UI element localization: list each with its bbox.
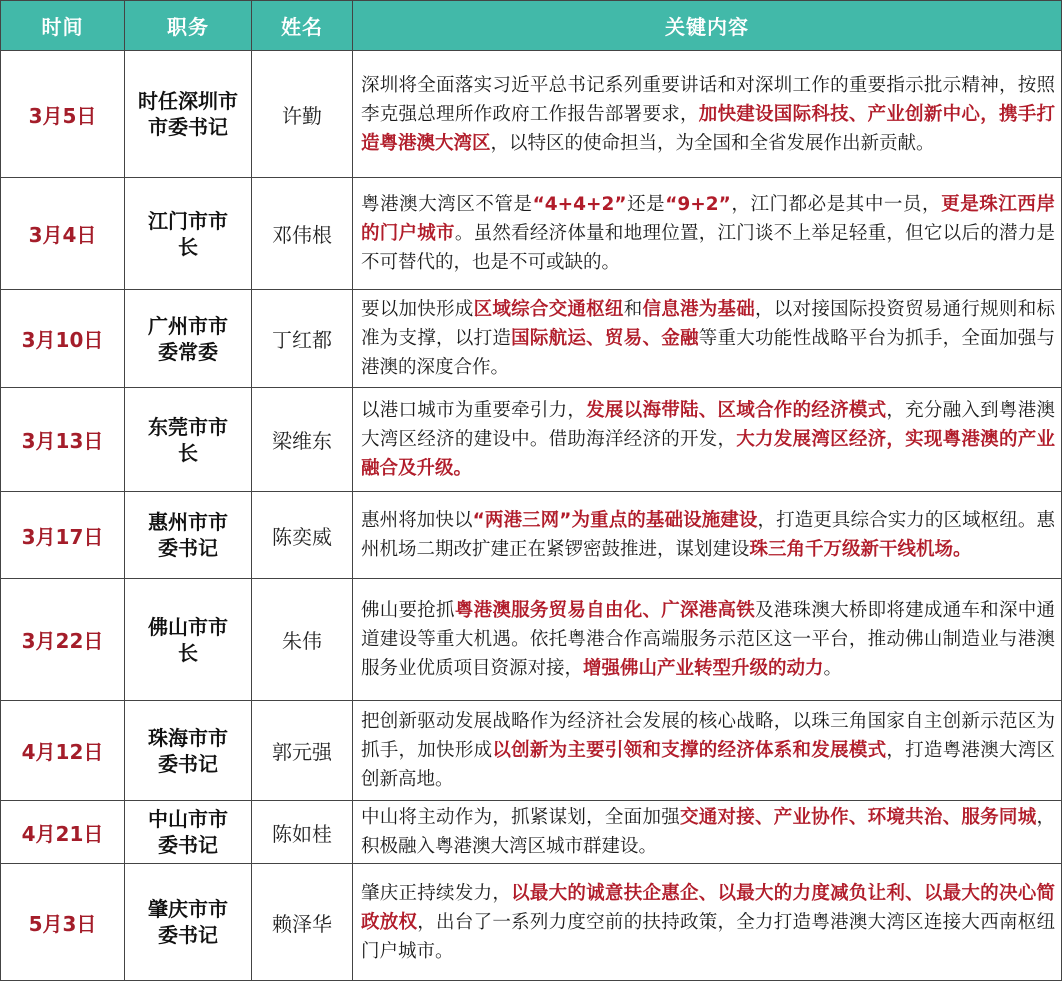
highlight-text: 以最大的诚意扶企惠企、以最大的力度减负让利、以最大的决心简政放权 bbox=[361, 882, 1055, 933]
name-cell: 邓伟根 bbox=[252, 178, 353, 290]
body-text: ，以对接国际投资贸易通行规则和标准为支撑，以打造 bbox=[361, 299, 1055, 349]
highlight-text: 加快建设国际科技、产业创新中心，携手打造粤港澳大湾区 bbox=[361, 103, 1055, 154]
position-cell: 江门市市长 bbox=[125, 178, 252, 290]
position-cell: 珠海市市委书记 bbox=[125, 701, 252, 801]
name-cell: 丁红都 bbox=[252, 290, 353, 388]
highlight-text: 大力发展湾区经济，实现粤港澳的产业融合及升级。 bbox=[361, 429, 1055, 479]
table-row bbox=[1, 701, 1062, 801]
date-cell: 3月17日 bbox=[1, 492, 125, 579]
table-row bbox=[1, 178, 1062, 290]
content-cell bbox=[353, 290, 1062, 388]
content-cell bbox=[353, 801, 1062, 864]
highlight-text: 以创新为主要引领和支撑的经济体系和发展模式 bbox=[492, 740, 887, 761]
body-text: 。虽然看经济体量和地理位置，江门谈不上举足轻重，但它以后的潜力是不可替代的，也是不可或缺的。 bbox=[361, 223, 1055, 273]
highlight-text: “两港三网”为重点的基础设施建设 bbox=[472, 510, 758, 531]
body-text: ，以特区的使命担当，为全国和全省发展作出新贡献。 bbox=[490, 132, 935, 154]
body-text: 及港珠澳大桥即将建成通车和深中通道建设等重大机遇。依托粤港合作高端服务示范区这一平台，推动佛山制造业与港澳服务业优质项目资源对接， bbox=[361, 600, 1055, 679]
highlight-text: “4+4+2” bbox=[532, 194, 627, 215]
header-time: 时间 bbox=[1, 1, 125, 51]
table-header-row bbox=[1, 1, 1062, 51]
highlight-text: 珠三角千万级新干线机场。 bbox=[749, 539, 972, 560]
content-cell bbox=[353, 579, 1062, 701]
content-cell bbox=[353, 864, 1062, 981]
body-text: 把创新驱动发展战略作为经济社会发展的核心战略，以珠三角国家自主创新示范区为抓手，加快形成 bbox=[361, 711, 1055, 761]
highlight-text: 增强佛山产业转型升级的动力 bbox=[583, 658, 824, 679]
body-text: 。 bbox=[823, 658, 843, 679]
table-row bbox=[1, 864, 1062, 981]
position-cell: 中山市市委书记 bbox=[125, 801, 252, 864]
content-cell bbox=[353, 701, 1062, 801]
name-cell: 陈如桂 bbox=[252, 801, 353, 864]
body-text: 佛山要抢抓 bbox=[361, 600, 455, 621]
name-cell: 陈奕威 bbox=[252, 492, 353, 579]
body-text: 还是 bbox=[626, 194, 666, 215]
date-cell: 3月13日 bbox=[1, 388, 125, 492]
table-row bbox=[1, 579, 1062, 701]
body-text: 粤港澳大湾区不管是 bbox=[361, 194, 533, 215]
body-text: 等重大功能性战略平台为抓手，全面加强与港澳的深度合作。 bbox=[361, 328, 1055, 378]
date-cell: 3月22日 bbox=[1, 579, 125, 701]
body-text: ，出台了一系列力度空前的扶持政策，全力打造粤港澳大湾区连接大西南枢纽门户城市。 bbox=[361, 911, 1055, 962]
date-cell: 3月4日 bbox=[1, 178, 125, 290]
body-text: 和 bbox=[623, 299, 643, 320]
date-cell: 5月3日 bbox=[1, 864, 125, 981]
body-text: 惠州将加快以 bbox=[361, 510, 473, 531]
table-row bbox=[1, 290, 1062, 388]
name-cell: 赖泽华 bbox=[252, 864, 353, 981]
body-text: ，江门都必是其中一员， bbox=[730, 194, 942, 215]
header-position: 职务 bbox=[125, 1, 252, 51]
position-cell: 肇庆市市委书记 bbox=[125, 864, 252, 981]
date-cell: 4月21日 bbox=[1, 801, 125, 864]
highlight-text: 交通对接、产业协作、环境共治、服务同城 bbox=[679, 807, 1037, 828]
body-text: ，打造粤港澳大湾区创新高地。 bbox=[361, 740, 1055, 790]
highlight-text: 粤港澳服务贸易自由化、广深港高铁 bbox=[454, 600, 756, 621]
date-cell: 4月12日 bbox=[1, 701, 125, 801]
table-row bbox=[1, 388, 1062, 492]
body-text: 以港口城市为重要牵引力， bbox=[361, 400, 587, 421]
highlight-text: 更是珠江西岸的门户城市 bbox=[361, 194, 1055, 244]
body-text: ，打造更具综合实力的区域枢纽。惠州机场二期改扩建正在紧锣密鼓推进，谋划建设 bbox=[361, 510, 1055, 560]
position-cell: 佛山市市长 bbox=[125, 579, 252, 701]
position-cell: 惠州市市委书记 bbox=[125, 492, 252, 579]
body-text: 要以加快形成 bbox=[361, 299, 474, 320]
highlight-text: 发展以海带陆、区域合作的经济模式 bbox=[586, 400, 887, 421]
body-text: 肇庆正持续发力， bbox=[361, 882, 512, 904]
table-body bbox=[1, 51, 1062, 981]
body-text: ，积极融入粤港澳大湾区城市群建设。 bbox=[361, 807, 1055, 857]
header-name: 姓名 bbox=[252, 1, 353, 51]
content-cell bbox=[353, 178, 1062, 290]
content-cell bbox=[353, 388, 1062, 492]
highlight-text: 信息港为基础 bbox=[642, 299, 756, 320]
position-cell: 东莞市市长 bbox=[125, 388, 252, 492]
name-cell: 许勤 bbox=[252, 51, 353, 178]
highlight-text: 区域综合交通枢纽 bbox=[473, 299, 624, 320]
position-cell: 广州市市委常委 bbox=[125, 290, 252, 388]
highlight-text: 国际航运、贸易、金融 bbox=[511, 328, 699, 349]
highlight-text: “9+2” bbox=[665, 194, 731, 215]
header-content: 关键内容 bbox=[353, 1, 1062, 51]
position-cell: 时任深圳市市委书记 bbox=[125, 51, 252, 178]
table-row bbox=[1, 51, 1062, 178]
body-text: 深圳将全面落实习近平总书记系列重要讲话和对深圳工作的重要指示批示精神，按照李克强总理所作政府工作报告部署要求， bbox=[361, 74, 1055, 125]
table-row bbox=[1, 492, 1062, 579]
name-cell: 梁维东 bbox=[252, 388, 353, 492]
body-text: ，充分融入到粤港澳大湾区经济的建设中。借助海洋经济的开发， bbox=[361, 400, 1055, 450]
name-cell: 郭元强 bbox=[252, 701, 353, 801]
name-cell: 朱伟 bbox=[252, 579, 353, 701]
body-text: 中山将主动作为，抓紧谋划，全面加强 bbox=[361, 807, 680, 828]
content-cell bbox=[353, 51, 1062, 178]
date-cell: 3月5日 bbox=[1, 51, 125, 178]
table-row bbox=[1, 801, 1062, 864]
date-cell: 3月10日 bbox=[1, 290, 125, 388]
content-cell bbox=[353, 492, 1062, 579]
